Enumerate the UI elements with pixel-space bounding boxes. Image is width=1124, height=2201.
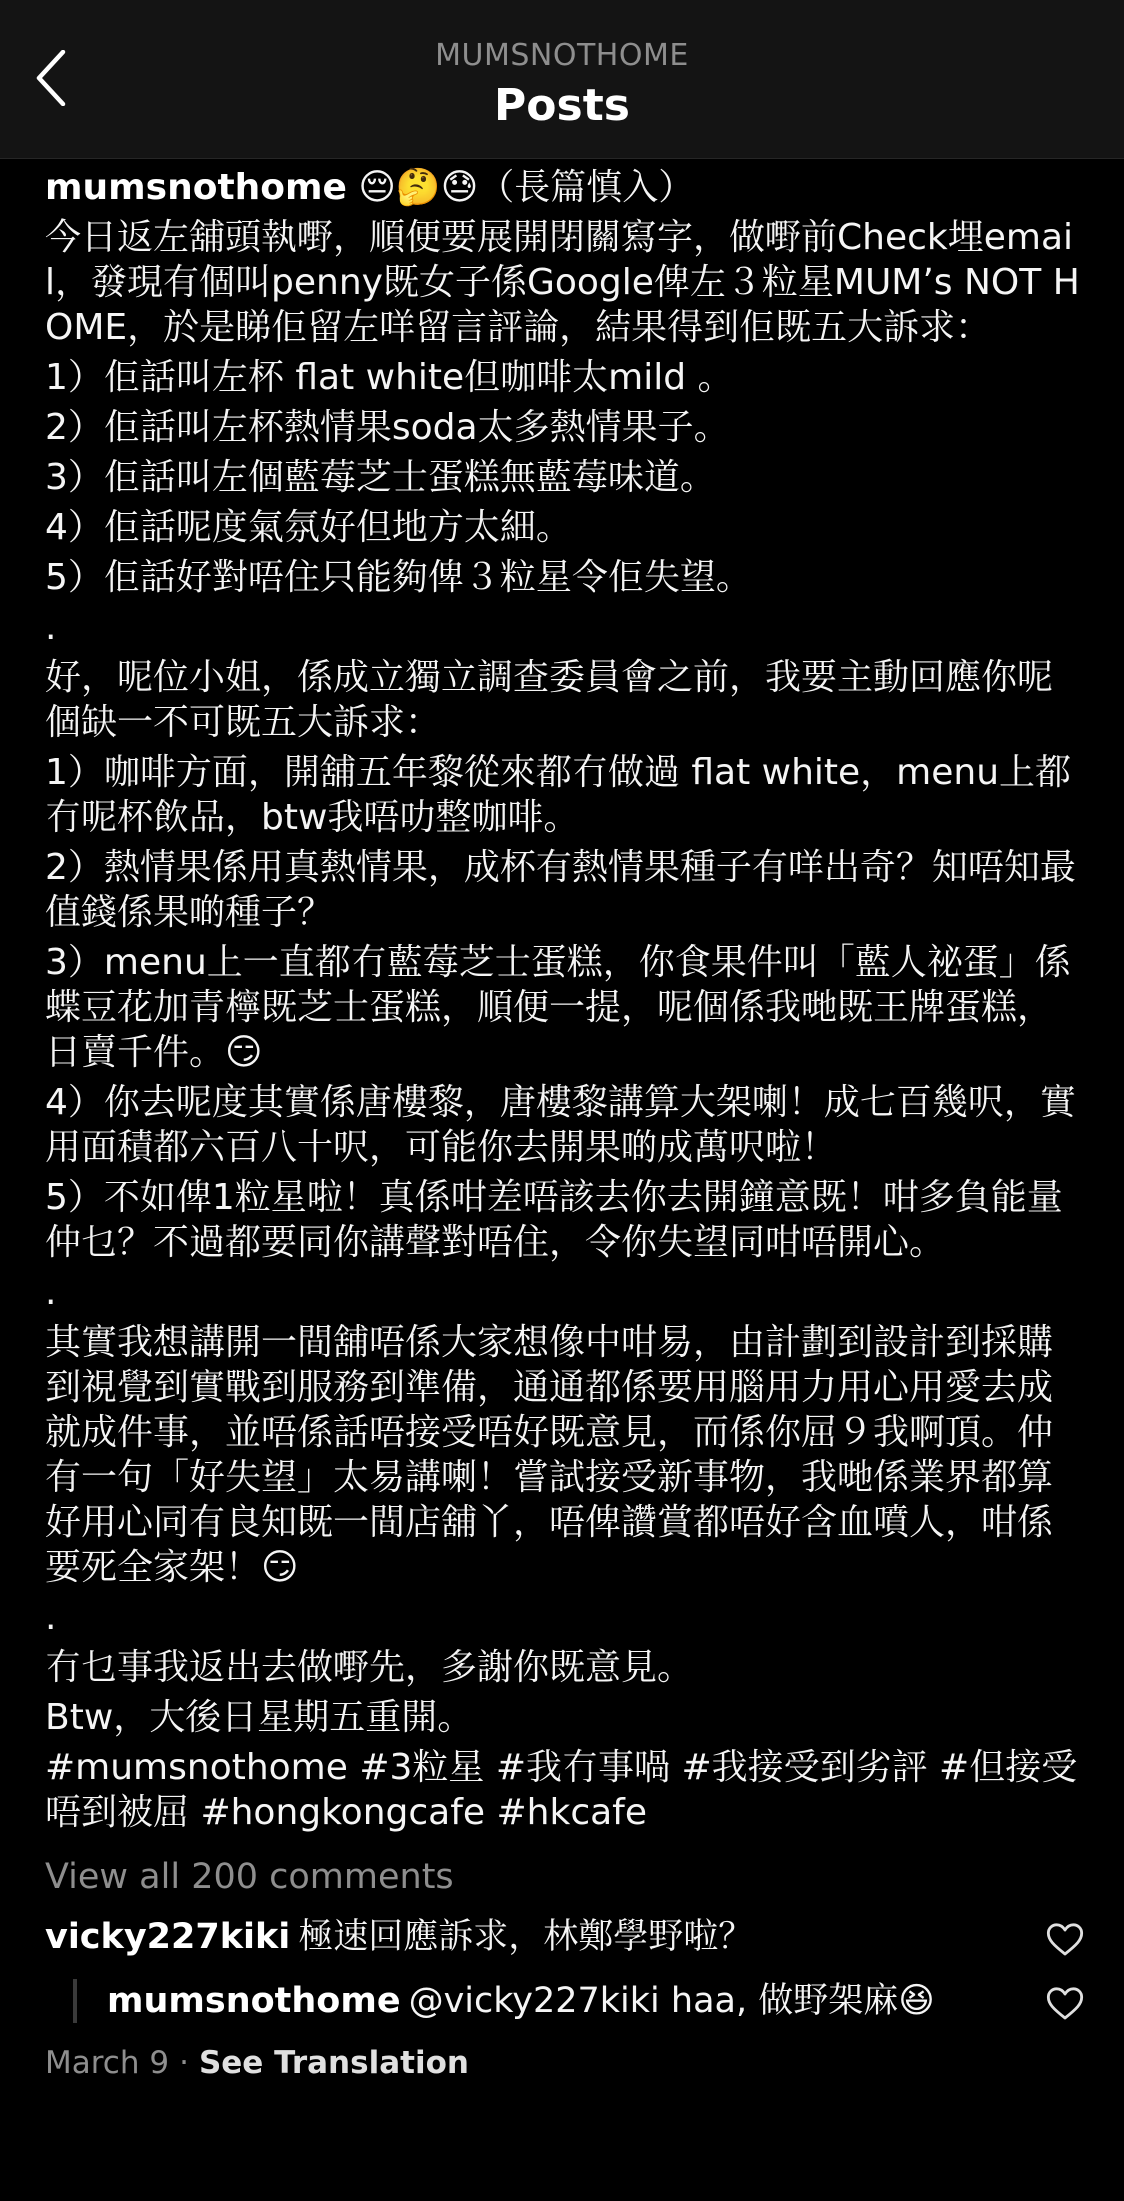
view-all-comments-link[interactable]: View all 200 comments [45,1857,454,1897]
caption-paragraph: 冇乜事我返出去做嘢先，多謝你既意見。 [45,1647,694,1688]
reply-text: @vicky227kiki haa, 做野架麻😆 [408,1981,935,2021]
caption-paragraph: Btw，大後日星期五重開。 [45,1697,474,1738]
caption-hashtags[interactable]: #mumsnothome #3粒星 #我冇事喎 #我接受到劣評 #但接受唔到被屈 #hongkongcafe #hkcafe [45,1747,1078,1833]
reply-username[interactable]: mumsnothome [107,1981,401,2021]
caption-paragraph: 其實我想講開一間舖唔係大家想像中咁易，由計劃到設計到採購到視覺到實戰到服務到準備，通通都係要用腦用力用心用愛去成就成件事，並唔係話唔接受唔好既意見，而係你屈９我啊頂。仲有一句「好失望」太易講喇！嘗試接受新事物，我哋係業界都算好用心同有良知既一間店舖丫，唔俾讚賞都唔好含血噴人，咁係要死全家架！😏 [45,1322,1054,1588]
caption-title: 😔🤔😓（長篇慎入） [346,167,695,208]
top-nav-bar [0,0,1124,159]
comment-reply [73,1979,1085,2023]
post-caption [45,165,1085,1835]
comment-username[interactable]: vicky227kiki [45,1917,291,1957]
caption-separator: . [45,1272,57,1313]
caption-paragraph: 4）佢話呢度氣氛好但地方太細。 [45,507,572,548]
caption-paragraph: 2）熱情果係用真熱情果，成杯有熱情果種子有咩出奇？知唔知最值錢係果啲種子？ [45,847,1076,933]
account-name: MUMSNOTHOME [435,38,689,73]
comment-text: 極速回應訴求，林鄭學野啦？ [298,1917,754,1957]
comment [45,1915,1085,1959]
see-translation-link[interactable]: See Translation [198,2045,469,2081]
page-title: Posts [494,80,630,131]
caption-paragraph: 3）佢話叫左個藍莓芝士蛋糕無藍莓味道。 [45,457,716,498]
post-username[interactable]: mumsnothome [45,167,347,208]
caption-paragraph: 1）咖啡方面，開舖五年黎從來都冇做過 flat white，menu上都冇呢杯飲品，btw我唔叻整咖啡。 [45,752,1072,838]
caption-paragraph: 5）佢話好對唔住只能夠俾３粒星令佢失望。 [45,557,752,598]
caption-first-line [45,165,1085,210]
caption-paragraph: 2）佢話叫左杯熱情果soda太多熱情果子。 [45,407,730,448]
caption-paragraph: 好，呢位小姐，係成立獨立調查委員會之前，我要主動回應你呢個缺一不可既五大訴求： [45,657,1054,743]
caption-paragraph: 4）你去呢度其實係唐樓黎，唐樓黎講算大架喇！成七百幾呎，實用面積都六百八十呎，可能你去開果啲成萬呎啦！ [45,1082,1076,1168]
post-meta [45,2045,1085,2081]
caption-paragraph: 今日返左舖頭執嘢，順便要展開閉關寫字，做嘢前Check埋email，發現有個叫penny既女子係Google俾左３粒星MUM’s NOT HOME，於是睇佢留左咩留言評論，結果得到佢既五大訴求： [45,217,1080,348]
heart-icon[interactable] [1045,1919,1085,1959]
caption-paragraph: 1）佢話叫左杯 flat white但咖啡太mild 。 [45,357,734,398]
caption-separator: . [45,1597,57,1638]
heart-icon[interactable] [1045,1983,1085,2023]
caption-separator: . [45,607,57,648]
post-content [45,165,1085,2081]
post-date: March 9 [45,2045,170,2081]
meta-separator: · [179,2045,189,2081]
caption-paragraph: 5）不如俾1粒星啦！真係咁差唔該去你去開鐘意既！咁多負能量仲乜？不過都要同你講聲對唔住，令你失望同咁唔開心。 [45,1177,1063,1263]
caption-paragraph: 3）menu上一直都冇藍莓芝士蛋糕，你食果件叫「藍人祕蛋」係蝶豆花加青檸既芝士蛋糕，順便一提，呢個係我哋既王牌蛋糕，日賣千件。😏 [45,942,1071,1073]
